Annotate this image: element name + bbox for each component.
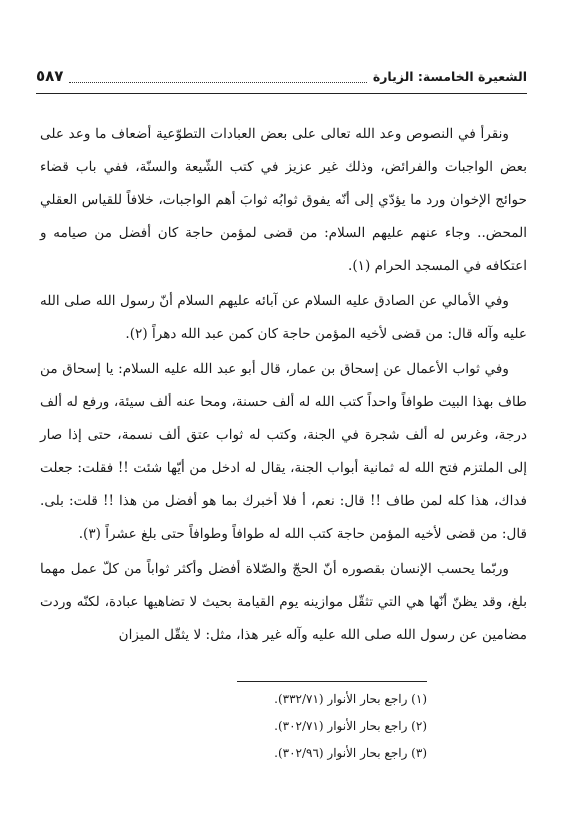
footnote: (٣) راجع بحار الأنوار (٣٠٢/٩٦). bbox=[274, 746, 427, 760]
footnote-rule bbox=[237, 681, 427, 682]
paragraph: وفي ثواب الأعمال عن إسحاق بن عمار، قال أبو عبد الله عليه السلام: يا إسحاق من طاف بهذا البيت طوافاً واحداً كتب الله له ألف حسنة، ومحا عنه ألف سيئة، ورفع له ألف درجة، وغرس له ألف شجرة في الجنة، وكتب له ثواب عتق ألف نسمة، حتى إذا صار إلى الملتزم فتح الله له ثمانية أبواب الجنة، يقال له ادخل من أيّها شئت !! فقلت: جعلت فداك، هذا كله لمن طاف !! قال: نعم، أ فلا أخبرك بما هو أفضل من هذا !! قلت: بلى. قال: من قضى لأخيه المؤمن حاجة كتب الله له طوافاً وطوافاً حتى بلغ عشراً (٣). bbox=[40, 361, 527, 542]
main-text bbox=[40, 118, 527, 654]
header-dot-leader bbox=[69, 70, 366, 83]
paragraph: وربّما يحسب الإنسان بقصوره أنّ الحجّ والصّلاة أفضل وأكثر ثواباً من كلّ عمل مهما بلغ، وقد يظنّ أنّها هي التي تثقّل موازينه يوم القيامة بحيث لا تضاهيها عبادة، لكنّه وردت مضامين عن رسول الله صلى الله عليه وآله غير هذا، مثل: لا يثقّل الميزان bbox=[40, 561, 527, 643]
footnote: (٢) راجع بحار الأنوار (٣٠٢/٧١). bbox=[274, 719, 427, 733]
footnotes bbox=[40, 681, 527, 767]
page-number: ٥٨٧ bbox=[36, 67, 64, 85]
paragraph: وفي الأمالي عن الصادق عليه السلام عن آبائه عليهم السلام أنّ رسول الله صلى الله عليه وآله قال: من قضى لأخيه المؤمن حاجة كان كمن عبد الله دهراً (٢). bbox=[40, 293, 527, 342]
running-title: الشعيرة الخامسة: الزيارة bbox=[372, 68, 527, 84]
paragraph: ونقرأ في النصوص وعد الله تعالى على بعض العبادات التطوّعية أضعاف ما وعد على بعض الواجبات والفرائض، وذلك غير عزيز في كتب الشّيعة والسنّة، ففي باب قضاء حوائج الإخوان ورد ما يؤدّي إلى أنّه يفوق ثوابُه ثوابَ أهم الواجبات، خلافاً للقياس العقلي المحض.. وجاء عنهم عليهم السلام: من قضى لمؤمن حاجة كان أفضل من صيامه و اعتكافه في المسجد الحرام (١). bbox=[40, 126, 527, 274]
footnote: (١) راجع بحار الأنوار (٣٣٢/٧١). bbox=[274, 692, 427, 706]
header-rule bbox=[36, 93, 527, 94]
running-header bbox=[36, 62, 527, 90]
